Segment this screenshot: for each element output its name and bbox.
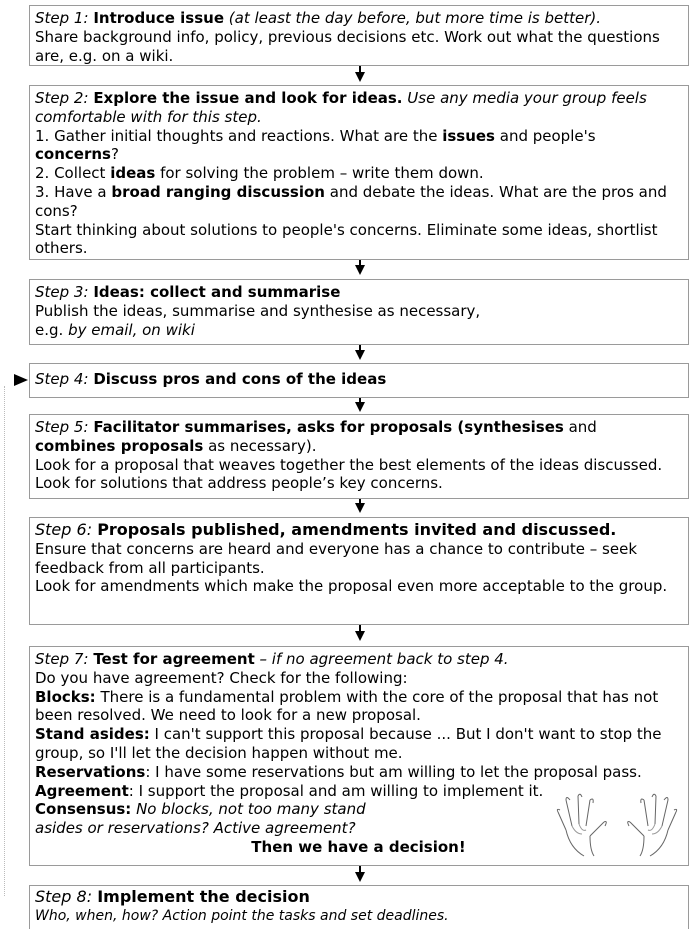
step-body: Look for a proposal that weaves together the best elements of the ideas discussed. Look for solutions that address people’s key concerns. bbox=[35, 455, 663, 493]
step-label: Step 6: bbox=[35, 520, 93, 539]
step-body: Ensure that concerns are heard and everyone has a chance to contribute – seek feedback from all participants. bbox=[35, 539, 638, 577]
text: 2. Collect bbox=[35, 164, 111, 183]
keyword: broad ranging discussion bbox=[111, 182, 325, 201]
step-body: Look for amendments which make the proposal even more acceptable to the group. bbox=[35, 577, 668, 596]
text: e.g. bbox=[35, 320, 69, 339]
definition: There is a fundamental problem with the core of the proposal that has not been resolved. We need to look for a new proposal. bbox=[35, 687, 659, 725]
text: and people's bbox=[494, 126, 596, 145]
step-2-box bbox=[29, 85, 689, 260]
step-title: Explore the issue and look for ideas. bbox=[93, 89, 403, 107]
step-body: Share background info, policy, previous decisions etc. Work out what the questions are, e.g. on a wiki. bbox=[35, 27, 660, 65]
step-1-box bbox=[29, 5, 689, 66]
step-label: Step 1: bbox=[35, 9, 89, 27]
decision-text: Then we have a decision! bbox=[251, 837, 466, 856]
down-arrow-icon bbox=[355, 631, 365, 641]
step-title: Facilitator summarises, asks for proposals ( bbox=[93, 418, 465, 436]
definition: No blocks, not too many stand bbox=[131, 800, 366, 819]
step-title: Proposals published, amendments invited and discussed. bbox=[97, 520, 617, 539]
definition: I can't support this proposal because ... But I don't want to stop the group, so I'll let the decision happen without me. bbox=[35, 725, 662, 762]
text: as necessary). bbox=[203, 436, 317, 455]
definition: : I support the proposal and am willing to implement it. bbox=[128, 781, 544, 800]
step-3-box bbox=[29, 279, 689, 345]
step-title: Discuss pros and cons of the ideas bbox=[93, 370, 387, 388]
step-label: Step 2: bbox=[35, 89, 89, 107]
step-title: Test for agreement bbox=[93, 650, 255, 668]
text: for solving the problem – write them down. bbox=[155, 164, 484, 183]
step-body: Publish the ideas, summarise and synthesise as necessary, bbox=[35, 301, 481, 320]
definition: : I have some reservations but am willing to let the proposal pass. bbox=[145, 762, 642, 781]
step-title: Implement the decision bbox=[97, 887, 310, 906]
down-arrow-icon bbox=[355, 503, 365, 513]
term: Reservations bbox=[35, 762, 146, 781]
keyword: combines proposals bbox=[35, 436, 204, 455]
text: and bbox=[563, 418, 597, 436]
term: Blocks: bbox=[35, 687, 96, 706]
step-note: (at least the day before, but more time is better). bbox=[228, 9, 601, 27]
step-body: Start thinking about solutions to people's concerns. Eliminate some ideas, shortlist others. bbox=[35, 220, 658, 258]
text: 1. Gather initial thoughts and reactions. What are the bbox=[35, 126, 443, 145]
step-5-box bbox=[29, 414, 689, 499]
example-text: by email, on wiki bbox=[68, 320, 195, 339]
down-arrow-icon bbox=[355, 350, 365, 360]
step-label: Step 7: bbox=[35, 650, 89, 668]
step-body: Who, when, how? Action point the tasks and set deadlines. bbox=[35, 907, 449, 924]
down-arrow-icon bbox=[355, 402, 365, 412]
step-note: Use any media your group feels comfortable with for this step. bbox=[35, 89, 647, 126]
term: Agreement bbox=[35, 781, 129, 800]
step-title: Introduce issue bbox=[93, 9, 224, 27]
keyword: concerns bbox=[35, 145, 111, 164]
step-label: Step 8: bbox=[35, 887, 93, 906]
text: 3. Have a bbox=[35, 182, 112, 201]
step-note: – if no agreement back to step 4. bbox=[254, 650, 509, 668]
loop-back-line bbox=[4, 386, 6, 896]
step-6-box bbox=[29, 517, 689, 625]
step-title: Ideas: collect and summarise bbox=[93, 283, 341, 301]
term: Stand asides: bbox=[35, 725, 150, 744]
step-label: Step 3: bbox=[35, 283, 89, 301]
down-arrow-icon bbox=[355, 72, 365, 82]
text: and debate the ideas. What are the pros and cons? bbox=[35, 182, 667, 220]
down-arrow-icon bbox=[355, 872, 365, 882]
keyword: ideas bbox=[110, 164, 156, 183]
right-pointer-icon bbox=[14, 374, 28, 386]
step-label: Step 5: bbox=[35, 418, 89, 436]
step-8-box bbox=[29, 885, 689, 929]
down-arrow-icon bbox=[355, 265, 365, 275]
keyword: issues bbox=[442, 126, 495, 145]
keyword: synthesises bbox=[464, 418, 564, 436]
raised-hands-icon bbox=[552, 790, 682, 860]
term: Consensus: bbox=[35, 800, 132, 819]
step-label: Step 4: bbox=[35, 370, 89, 388]
text: ? bbox=[110, 145, 119, 164]
definition: asides or reservations? Active agreement? bbox=[35, 819, 356, 838]
step-body: Do you have agreement? Check for the following: bbox=[35, 668, 408, 687]
step-4-box bbox=[29, 363, 689, 398]
